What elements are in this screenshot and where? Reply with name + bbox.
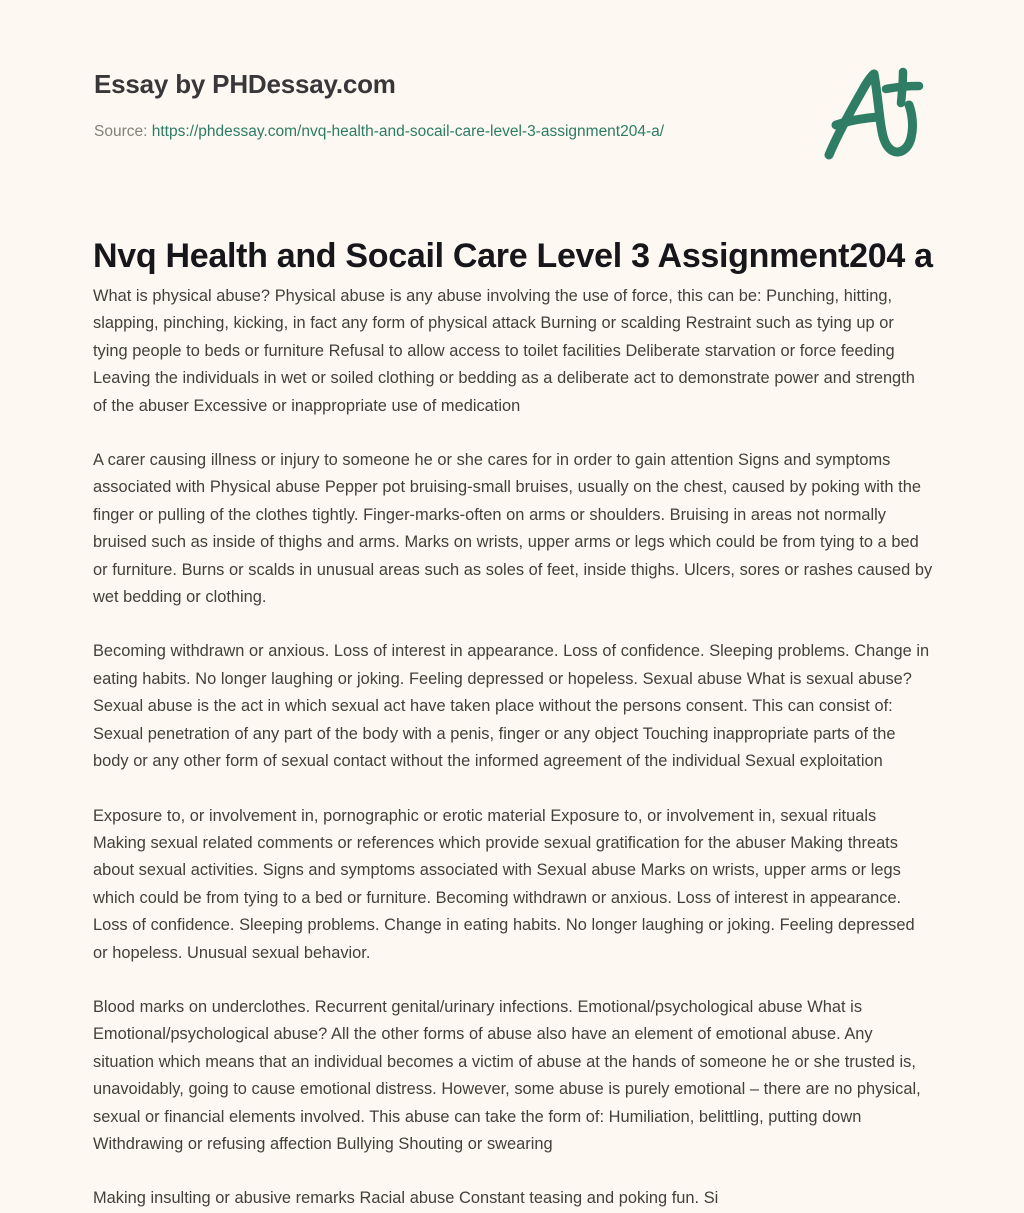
source-url-link[interactable]: https://phdessay.com/nvq-health-and-socail-care-level-3-assignment204-a/ — [151, 123, 665, 140]
body-paragraph: What is physical abuse? Physical abuse is any abuse involving the use of force, this can be: Punching, hitting, slapping, pinching, kicking, in fact any form of physical attack Burning or scalding Restraint such as tying up or tying people to beds or furniture Refusal to allow access to toilet facilities Deliberate starvation or force feeding Leaving the individuals in wet or soiled clothing or bedding as a deliberate act to demonstrate power and strength of the abuser Excessive or inappropriate use of medication — [93, 287, 915, 415]
page-header — [0, 0, 1024, 180]
body-paragraph: Becoming withdrawn or anxious. Loss of interest in appearance. Loss of confidence. Sleeping problems. Change in eating habits. No longer laughing or joking. Feeling depressed or hopeless. Sexual abuse What is sexual abuse? Sexual abuse is the act in which sexual act have taken place without the persons consent. This can consist of: Sexual penetration of any part of the body with a penis, finger or any object Touching inappropriate parts of the body or any other form of sexual contact without the informed agreement of the individual Sexual exploitation — [93, 642, 930, 771]
body-paragraph: Blood marks on underclothes. Recurrent genital/urinary infections. Emotional/psychological abuse What is Emotional/psychological abuse? All the other forms of abuse also have an element of emotional abuse. Any situation which means that an individual becomes a victim of abuse at the hands of someone he or she trusted is, unavoidably, going to cause emotional distress. However, some abuse is purely emotional – there are no physical, sexual or financial elements involved. This abuse can take the form of: Humiliation, belittling, putting down Withdrawing or refusing affection Bullying Shouting or swearing — [93, 997, 921, 1153]
source-label: Source: — [94, 123, 148, 140]
site-brand-title: Essay by PHDessay.com — [94, 69, 396, 99]
source-line — [94, 122, 664, 142]
body-paragraph: Exposure to, or involvement in, pornographic or erotic material Exposure to, or involvement in, sexual rituals Making sexual related comments or references which provide sexual gratification for the abuser Making threats about sexual activities. Signs and symptoms associated with Sexual abuse Marks on wrists, upper arms or legs which could be from tying to a bed or furniture. Becoming withdrawn or anxious. Loss of interest in appearance. Loss of confidence. Sleeping problems. Change in eating habits. No longer laughing or joking. Feeling depressed or hopeless. Unusual sexual behavior. — [93, 806, 915, 962]
body-paragraph: A carer causing illness or injury to someone he or she cares for in order to gain attention Signs and symptoms associated with Physical abuse Pepper pot bruising-small bruises, usually on the chest, caused by poking with the finger or pulling of the clothes tightly. Finger-marks-often on arms or shoulders. Bruising in areas not normally bruised such as inside of thighs and arms. Marks on wrists, upper arms or legs which could be from tying to a bed or furniture. Burns or scalds in unusual areas such as soles of feet, inside thighs. Ulcers, sores or rashes caused by wet bedding or clothing. — [93, 451, 933, 607]
page-title: Nvq Health and Socail Care Level 3 Assignment204 a — [93, 236, 933, 275]
a-plus-logo-icon — [812, 58, 930, 168]
essay-body — [93, 283, 933, 1213]
body-paragraph: Making insulting or abusive remarks Racial abuse Constant teasing and poking fun. Si — [93, 1189, 719, 1208]
